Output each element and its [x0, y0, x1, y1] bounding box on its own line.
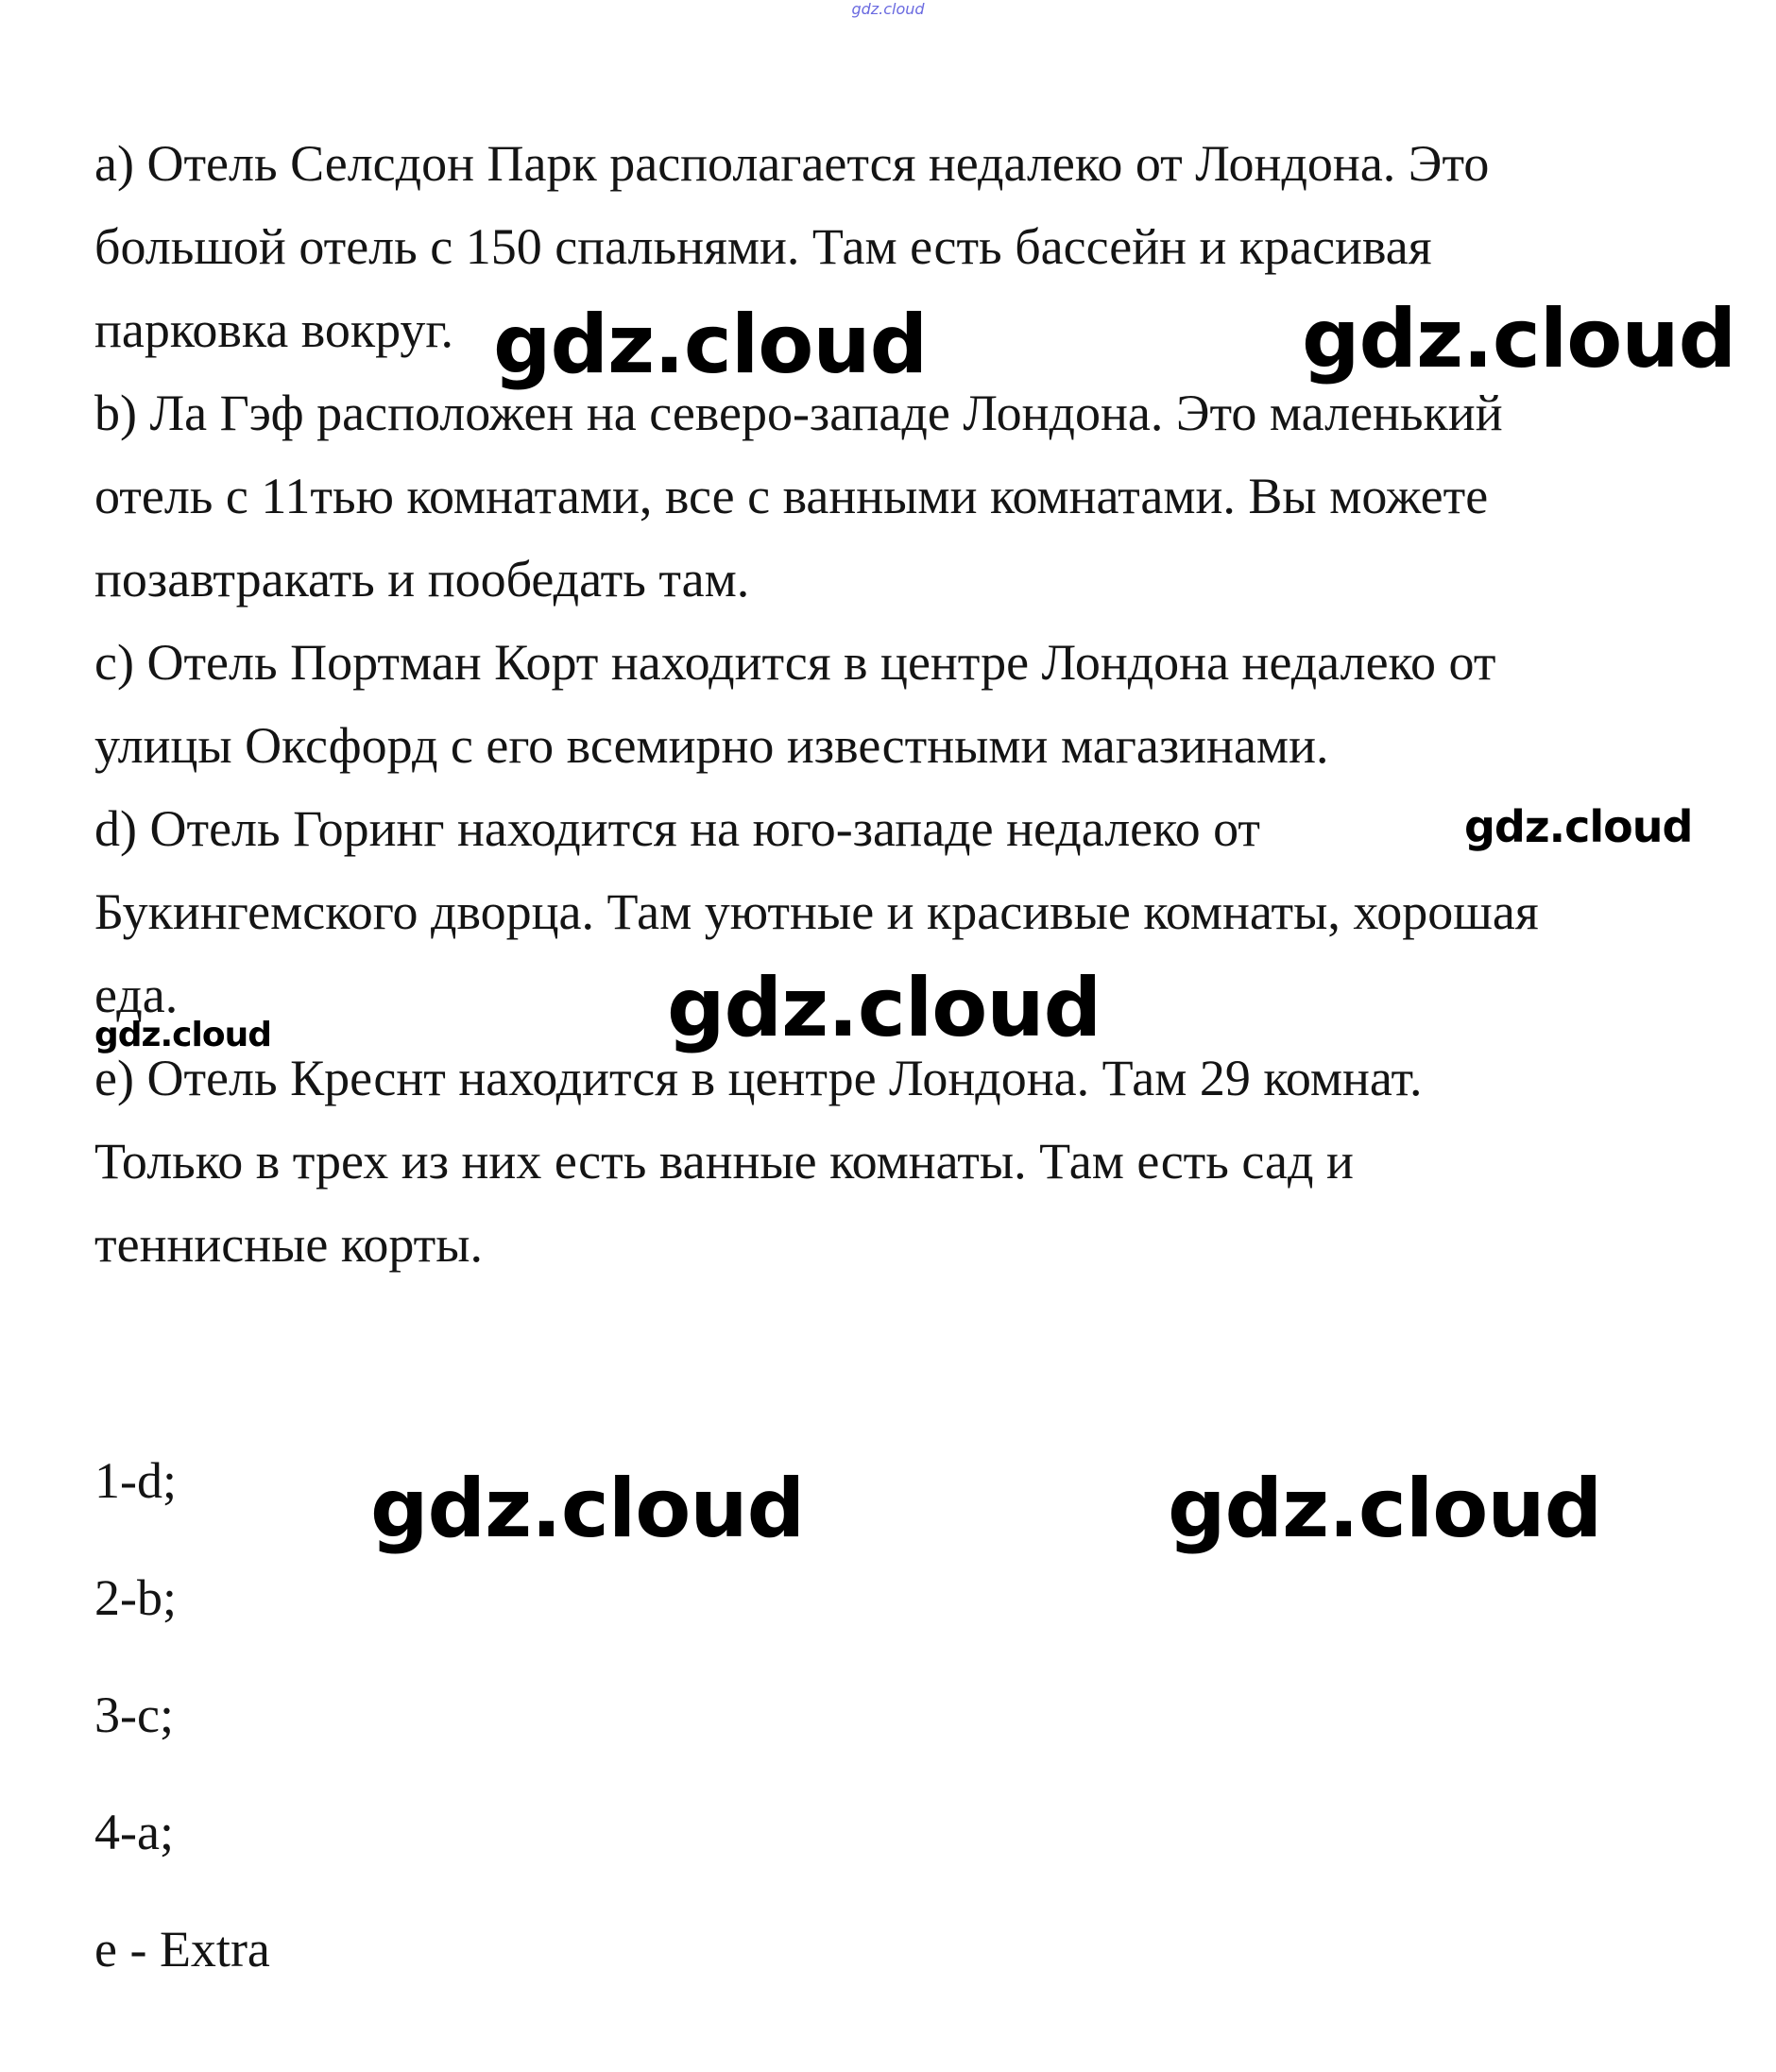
answer-line: 2-b; [94, 1569, 177, 1626]
header-watermark: gdz.cloud [851, 0, 925, 18]
text-line: e) Отель Креснт находится в центре Лондона. Там 29 комнат. [94, 1050, 1423, 1106]
text-line: улицы Оксфорд с его всемирно известными магазинами. [94, 717, 1329, 774]
text-line: a) Отель Селсдон Парк располагается недалеко от Лондона. Это [94, 135, 1490, 192]
text-line: позавтракать и пообедать там. [94, 551, 750, 608]
watermark: gdz.cloud [1464, 801, 1693, 852]
text-line: d) Отель Горинг находится на юго-западе недалеко от [94, 800, 1260, 857]
text-line: большой отель с 150 спальнями. Там есть бассейн и красивая [94, 218, 1432, 275]
watermark: gdz.cloud [94, 1016, 271, 1054]
text-line: парковка вокруг. [94, 301, 453, 358]
watermark: gdz.cloud [493, 298, 928, 392]
text-line: Только в трех из них есть ванные комнаты. Там есть сад и [94, 1133, 1354, 1190]
watermark: gdz.cloud [1302, 292, 1736, 386]
text-line: еда. [94, 967, 179, 1023]
watermark: gdz.cloud [667, 961, 1101, 1055]
text-line: Букингемского дворца. Там уютные и красивые комнаты, хорошая [94, 883, 1539, 940]
text-line: c) Отель Портман Корт находится в центре Лондона недалеко от [94, 634, 1496, 691]
answer-line: 3-c; [94, 1687, 174, 1743]
text-line: теннисные корты. [94, 1216, 484, 1273]
text-line: отель с 11тью комнатами, все с ванными комнатами. Вы можете [94, 468, 1489, 524]
answer-line: e - Extra [94, 1921, 270, 1978]
answer-line: 1-d; [94, 1452, 177, 1509]
watermark: gdz.cloud [370, 1462, 805, 1556]
watermark: gdz.cloud [1168, 1462, 1602, 1556]
text-line: b) Ла Гэф расположен на северо-западе Лондона. Это маленький [94, 385, 1503, 441]
answer-line: 4-a; [94, 1804, 174, 1860]
